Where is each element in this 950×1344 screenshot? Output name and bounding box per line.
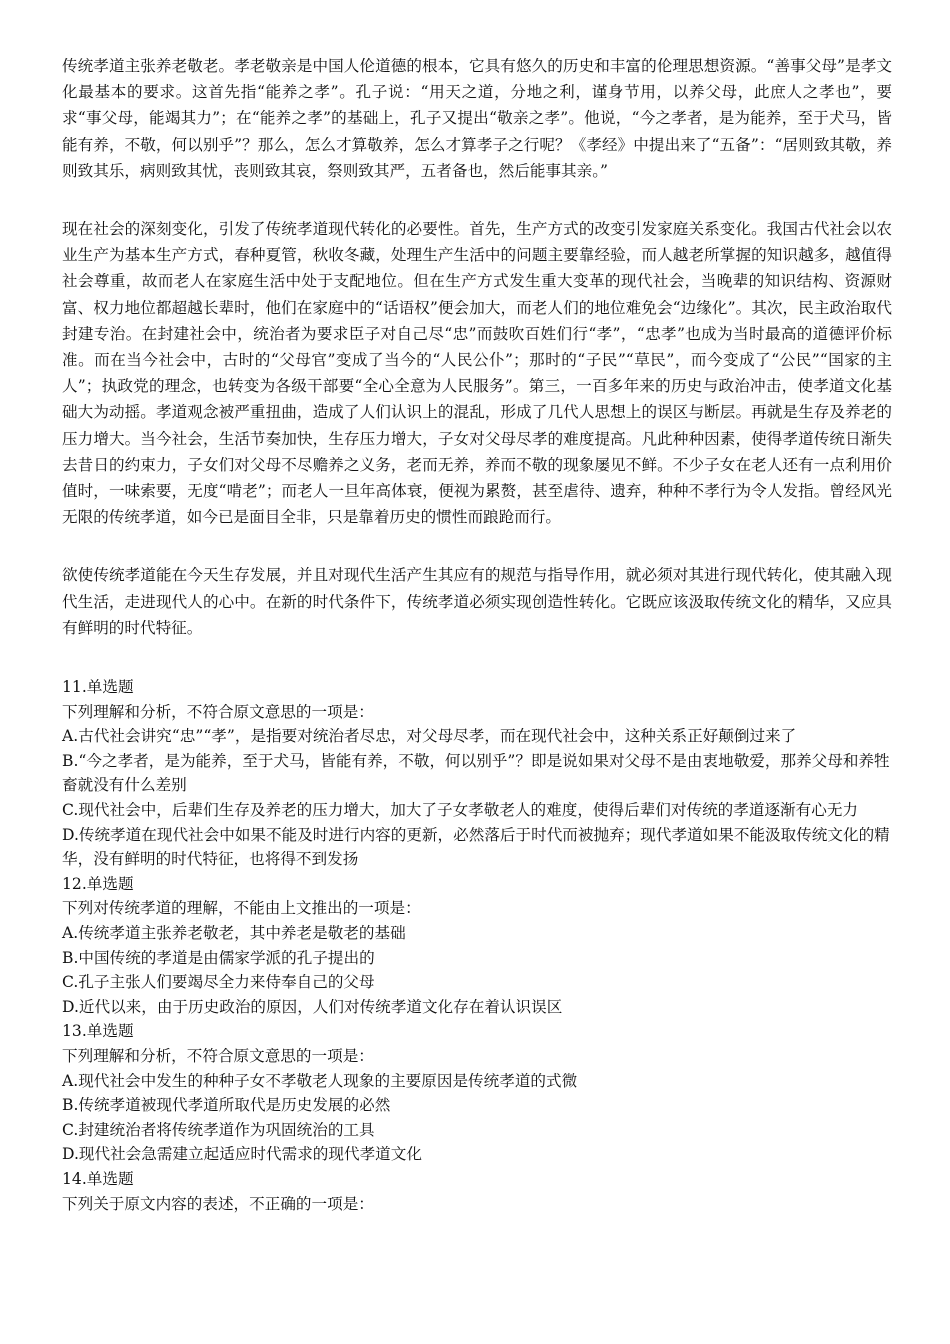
- passage-paragraph-1: 传统孝道主张养老敬老。孝老敬亲是中国人伦道德的根本，它具有悠久的历史和丰富的伦理思想资源。“善事父母”是孝文化最基本的要求。这首先指“能养之孝”。孔子说：“用天之道，分地之利，谨身节用，以养父母，此庶人之孝也”，要求“事父母，能竭其力”；在“能养之孝”的基础上，孔子又提出“敬亲之孝”。他说，“今之孝者，是为能养，至于犬马，皆能有养，不敬，何以别乎”？那么，怎么才算敬养，怎么才算孝子之行呢？《孝经》中提出来了“五备”：“居则致其敬，养则致其乐，病则致其忧，丧则致其哀，祭则致其严，五者备也，然后能事其亲。”: [62, 57, 892, 180]
- question-11: [62, 675, 892, 872]
- passage-paragraph-2: 现在社会的深刻变化，引发了传统孝道现代转化的必要性。首先，生产方式的改变引发家庭关系变化。我国古代社会以农业生产为基本生产方式，春种夏管，秋收冬藏，处理生产生活中的问题主要靠经验，而人越老所掌握的知识越多，越值得社会尊重，故而老人在家庭生活中处于支配地位。但在生产方式发生重大变革的现代社会，当晚辈的知识结构、资源财富、权力地位都超越长辈时，他们在家庭中的“话语权”便会加大，而老人们的地位难免会“边缘化”。其次，民主政治取代封建专治。在封建社会中，统治者为要求臣子对自己尽“忠”而鼓吹百姓们行“孝”，“忠孝”也成为当时最高的道德评价标准。而在当今社会中，古时的“父母官”变成了当今的“人民公仆”；那时的“子民”“草民”，而今变成了“公民”“国家的主人”；执政党的理念，也转变为各级干部要“全心全意为人民服务”。第三，一百多年来的历史与政治冲击，使孝道文化基础大为动摇。孝道观念被严重扭曲，造成了人们认识上的混乱，形成了几代人思想上的误区与断层。再就是生存及养老的压力增大。当今社会，生活节奏加快，生存压力增大，子女对父母尽孝的难度提高。凡此种种因素，使得孝道传统日渐失去昔日的约束力，子女们对父母不尽赡养之义务，老而无养，养而不敬的现象屡见不鲜。不少子女在老人还有一点利用价值时，一味索要，无度“啃老”；而老人一旦年高体衰，便视为累赘，甚至虐待、遗弃，种种不孝行为令人发指。曾经风光无限的传统孝道，如今已是面目全非，只是靠着历史的惯性而踉跄而行。: [62, 220, 892, 527]
- question-14: [62, 1167, 892, 1216]
- question-12: [62, 872, 892, 1020]
- paragraph-spacer: [62, 184, 892, 216]
- question-header: 14.单选题: [62, 1169, 134, 1188]
- option-c[interactable]: C.封建统治者将传统孝道作为巩固统治的工具: [62, 1120, 375, 1139]
- option-a[interactable]: A.传统孝道主张养老敬老，其中养老是敬老的基础: [62, 924, 406, 942]
- option-a[interactable]: A.古代社会讲究“忠”“孝”，是指要对统治者尽忠，对父母尽孝，而在现代社会中，这种关系正好颠倒过来了: [62, 727, 797, 746]
- question-stem: 下列理解和分析，不符合原文意思的一项是：: [62, 702, 374, 721]
- passage-paragraph-3: 欲使传统孝道能在今天生存发展，并且对现代生活产生其应有的规范与指导作用，就必须对其进行现代转化，使其融入现代生活，走进现代人的心中。在新的时代条件下，传统孝道必须实现创造性转化。它既应该汲取传统文化的精华，又应具有鲜明的时代特征。: [62, 566, 892, 637]
- option-b[interactable]: B.传统孝道被现代孝道所取代是历史发展的必然: [62, 1096, 391, 1115]
- option-b[interactable]: B.中国传统的孝道是由儒家学派的孔子提出的: [62, 948, 375, 967]
- question-stem: 下列理解和分析，不符合原文意思的一项是：: [62, 1046, 374, 1065]
- question-header: 13.单选题: [62, 1022, 134, 1041]
- option-b[interactable]: B.“今之孝者，是为能养，至于犬马，皆能有养，不敬，何以别乎”？即是说如果对父母不是由衷地敬爱，那养父母和养牲畜就没有什么差别: [62, 751, 890, 795]
- question-stem: 下列关于原文内容的表述，不正确的一项是：: [62, 1194, 374, 1213]
- option-d[interactable]: D.近代以来，由于历史政治的原因，人们对传统孝道文化存在着认识误区: [62, 997, 563, 1016]
- paragraph-spacer: [62, 641, 892, 675]
- question-header: 11.单选题: [62, 678, 134, 697]
- question-stem: 下列对传统孝道的理解，不能由上文推出的一项是：: [62, 899, 421, 918]
- option-c[interactable]: C.孔子主张人们要竭尽全力来侍奉自己的父母: [62, 973, 375, 992]
- paragraph-spacer: [62, 530, 892, 562]
- option-a[interactable]: A.现代社会中发生的种种子女不孝敬老人现象的主要原因是传统孝道的式微: [62, 1071, 578, 1090]
- question-13: [62, 1019, 892, 1167]
- document-page: [62, 53, 892, 1216]
- option-d[interactable]: D.现代社会急需建立起适应时代需求的现代孝道文化: [62, 1145, 422, 1164]
- question-header: 12.单选题: [62, 874, 134, 893]
- question-list: [62, 675, 892, 1216]
- option-c[interactable]: C.现代社会中，后辈们生存及养老的压力增大，加大了子女孝敬老人的难度，使得后辈们对传统的孝道逐渐有心无力: [62, 801, 859, 820]
- option-d[interactable]: D.传统孝道在现代社会中如果不能及时进行内容的更新，必然落后于时代而被抛弃；现代孝道如果不能汲取传统文化的精华，没有鲜明的时代特征，也将得不到发扬: [62, 825, 890, 869]
